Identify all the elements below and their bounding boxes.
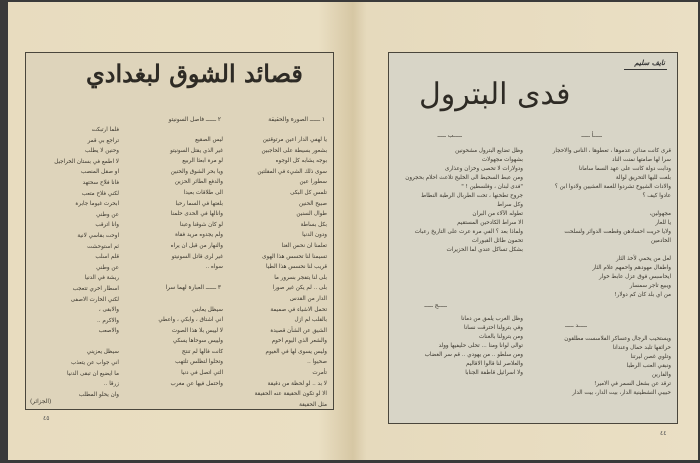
poem-line: سرا لها صامتها نمنت الناد <box>612 157 671 163</box>
poem-line: حبيبي النشطينية الدار، بيت الدار، بيت الدار <box>572 390 671 396</box>
poem-line: طوال السنين <box>296 211 327 218</box>
poem-block-b <box>395 147 523 255</box>
poem-column-right <box>227 135 327 410</box>
poem-line: تطوله الآلاء من البران <box>472 211 523 217</box>
poem-column-middle <box>123 135 223 389</box>
section-marker-b: ـــــب ـــــ <box>437 133 462 139</box>
poem-line: الا لو تكون الحقيقة عنه الحقيقة <box>254 391 327 398</box>
section-marker-c: ـــــج ـــــ <box>424 303 447 309</box>
poem-line: ترقد عن بشغل السمر في الامير! <box>594 381 671 387</box>
poem-line: بلى .. لم يكن غير صورا <box>272 285 327 292</box>
poem-line: لا بد .. لو لحظة من دقيقة <box>267 380 327 387</box>
poem-line: تسيمنا لنا تحسس هذا الهوى <box>262 253 327 260</box>
right-page-frame <box>388 52 678 424</box>
section-3-header: ٣ ــــــ العبارة لهما سرا <box>165 285 221 291</box>
poem-line: اوحت بقاسي لانية <box>77 232 119 239</box>
poem-line: ما ايضيع ان تبقى الدنيا <box>67 370 119 377</box>
poem-line: لا اطمع في بستان الخراجيل <box>54 158 119 165</box>
poem-line: توالى لوانا ومنا ... تحلى حليفيها وولد <box>438 343 523 349</box>
poem-line: مثل الحقيقة <box>299 401 327 408</box>
section-1-header: ١ ــــــ الصورة والحقيقة <box>268 117 325 123</box>
poem-line <box>29 337 119 348</box>
poem-line: سيظل يعابني <box>192 306 223 313</box>
poem-line: والاكرم .. <box>97 317 119 324</box>
poem-line: "فدى لبنان ، وفلسطين ! " <box>461 184 523 190</box>
poem-line: فلما ارتبكت <box>91 127 119 133</box>
poem-line: او صقل المنصب <box>80 169 119 176</box>
poem-line: ولماذا بعد ؟ الفي مرة عرت على التاريخ رعبات <box>414 229 523 235</box>
poem-line: ويبيع تاجر سمسار <box>629 283 671 289</box>
poem-line: التي اتصل في دنيا <box>181 370 223 377</box>
poem-line: بكل بساطة <box>300 221 327 228</box>
poem-line: غير لرى قاتل السونيتو <box>171 253 223 260</box>
poem-line: بشكل تساكل عندي لما الحزيرات <box>446 247 523 253</box>
section-marker-a: ـــــأ ـــــ <box>581 133 602 139</box>
poem-line: بلى لنا يتفجر بسرور ما <box>274 274 327 281</box>
poem-line: وفي بترولنا احترقت نسانا <box>464 325 523 331</box>
poem-line: ولييس سوحاها يسكي <box>172 338 223 345</box>
poem-line: ثم استوحشت <box>87 243 119 250</box>
poem-block-a <box>525 147 671 300</box>
poem-line: تعلمنا ان نحس الغنا <box>281 242 327 249</box>
poem-line: تحمل الاشياء في صميمة <box>270 306 327 313</box>
poem-line: وليس يسوى لها في الغيوم <box>265 348 327 355</box>
poem-line: كانت فالها لم تنتج <box>181 348 223 355</box>
poem-line: وكل سراط <box>497 202 523 208</box>
poem-line: الى طلاقات بعيدا <box>183 189 223 196</box>
poem-line: فانا فلاح سحتهد <box>82 179 119 186</box>
poem-line: ويا بحر الشوق والحنين <box>170 168 223 175</box>
poem-line: لا لييس بلا هذا الصوت <box>171 327 223 334</box>
poem-line: ريشة في الدنيا <box>84 275 119 282</box>
poem-line: بلغت لليها التحريق لوالة <box>615 175 671 181</box>
poem-line: زرقا .. <box>103 381 119 388</box>
poem-line: اني اشتاق ، وابكي ، واعطي <box>158 317 223 324</box>
left-page-number: ٤٥ <box>43 415 50 422</box>
poem-line: عن وطني <box>96 211 119 218</box>
poem-line <box>525 246 671 255</box>
poem-line: ولا اسرائيل قاطفة الجنابا <box>465 370 523 376</box>
poem-line: واحتمل فيها عن مغرب <box>170 380 223 387</box>
poem-line: وظل الغرب يلمق من دمانا <box>461 316 523 322</box>
poem-line: قلم اسلب <box>95 254 119 261</box>
poem-line: والادات الشيوخ تشردوا للغمة الغشيين ولادوا ابن ؟ <box>554 184 671 190</box>
poem-line: تلمس كل البكى <box>290 189 327 196</box>
poem-line: ومن عبط السحيط الى الخليج تلاعث احلام بحجرون <box>405 175 523 181</box>
poem-line: يا للعار <box>655 220 671 226</box>
left-page-frame <box>25 52 334 410</box>
poem-line: ولايا حريت احسادهن وقطعت الدوائر ولسلحت <box>564 229 671 235</box>
poem-line: وان يحلو المطلب <box>78 391 119 398</box>
poem-line: يا لهفي الدار اعين مرتوقتين <box>262 137 327 143</box>
poem-line: وحنين لا يطلب <box>84 148 119 155</box>
poem-title: فدى البترول <box>419 77 571 112</box>
poem-line: من اي بلد كان كم دولار! <box>614 292 671 298</box>
poem-line: اسطار اخري تتعجب <box>72 285 119 292</box>
poem-line: اني جواب عن يتعذب <box>70 360 119 367</box>
poem-line: الخادمين <box>650 238 671 244</box>
poem-line: سطورا عين <box>299 179 327 186</box>
poem-line: ليس الصقيع <box>195 137 223 143</box>
poem-line: ودولارات لا تحصى وخزان وعذارى <box>444 166 523 172</box>
poem-line: والشعر الذي اليوم اخوم <box>271 338 327 345</box>
magazine-spread <box>8 2 698 460</box>
poem-line: الشيق عن الشأن قصيدة <box>270 327 327 334</box>
poem-line: الا سراط الكادحين المستقيم <box>457 220 523 226</box>
poem-line: لعل من يحمي لأخذ الثار <box>615 256 671 262</box>
poem-author: نايف سليم <box>624 59 667 70</box>
poem-line: ومن سلطو .. من يهودي .. قم سر الغضاب <box>424 352 523 358</box>
poem-line: صبيح الحنين <box>298 200 327 207</box>
poem-line: سواه .. <box>205 264 223 271</box>
poem-line: لو مرة ابعثا الربيع <box>182 158 223 165</box>
poem-line: لكني فلاح متعب <box>81 190 119 197</box>
poem-line: ودون الدنيا <box>302 232 327 239</box>
poem-line: بشعور بسيطة على الحاجبين <box>261 147 327 154</box>
poem-line: تأمرت <box>312 370 327 377</box>
poem-line: سيظل يعزيني <box>86 349 119 356</box>
poem-line: ويستحيب الرجال وعساكر الفلاسست مطلقون <box>564 336 671 342</box>
poem-line: تحمون طائل القبورات <box>471 238 523 244</box>
poem-line: بشهوات مجهولات <box>481 157 523 163</box>
section-marker-d: ـــــد ـــــ <box>565 323 587 329</box>
poem-line <box>123 273 223 284</box>
poem-line: وظل تضايع البترول مشحونين <box>455 148 523 154</box>
poem-line: والعلاصر لنا قالوا الاقاليم <box>465 361 523 367</box>
poem-line: حرائقها تلبد حمال وعندانا <box>612 345 671 351</box>
poem-line: عن وطني <box>96 264 119 271</box>
poem-line: قريب لنا نحسس هذا الطيا <box>266 264 327 271</box>
right-page-number: ٤٤ <box>660 430 667 437</box>
poem-line: ابحرت غيوما جابرة <box>75 201 119 208</box>
poem-line: قرى كانت مدائن عدموها ، تعطوها ، الناس والاحجار <box>552 148 671 154</box>
poem-line: ومن بترولنا بالغنات <box>479 334 523 340</box>
poem-line: غير الذي يقتل السونيتو <box>170 147 223 154</box>
poem-line: الدار من القدس <box>289 295 327 302</box>
poem-line <box>123 294 223 305</box>
poem-line: والابقى ، <box>98 307 119 314</box>
poem-line: والاصعب <box>98 328 119 335</box>
poem-line: ولم يجدوه مريد فقاة <box>175 232 223 239</box>
poem-line: والنهار من قبل ان يراه <box>170 242 223 249</box>
poem-line: مجهولين، <box>649 211 671 217</box>
poem-line: بلغتها في السما رحبا <box>175 200 223 207</box>
poem-column-left <box>29 125 119 400</box>
section-2-header: ٢ ــــــ فاصل السونيتو <box>168 117 221 123</box>
poem-collection-title: قصائد الشوق لبغدادي <box>86 59 303 88</box>
poem-line: والفارين <box>651 372 671 378</box>
poem-line: وتلوي غصن ليرتنا <box>630 354 671 360</box>
poem-line: وانا اترقب <box>95 222 119 229</box>
poem-line: بوجه يشابه كل الوجوه <box>275 158 327 165</box>
poem-line: سوى ذلك الشيء في المقلتين <box>257 168 327 175</box>
poem-line: وانالها في الحدى حلمنا <box>170 211 223 218</box>
poem-line: لو كان شوقنا وعبنا <box>179 221 223 228</box>
poem-line: ودابت دولة كانت على عهد السما سامانا <box>578 166 671 172</box>
poem-line: تراجع بي قمر <box>87 137 119 144</box>
poem-line: بالقلب لم ازل <box>294 317 327 324</box>
poem-line: لكني الخارت الاصفى <box>70 296 119 303</box>
poem-line: واطفال مهودهم واحمهم علام الثار <box>592 265 671 271</box>
poem-line: عادوا كيف ؟ <box>642 193 671 199</box>
poem-line: وتحلوا لتظلس تلتهب <box>175 359 223 366</box>
poem-line <box>525 201 671 210</box>
poem-signature: (الجزائر) <box>30 399 52 405</box>
poem-line: جروح تطحنها ، تحت الطربال الرطبة النطاط <box>421 193 523 199</box>
poem-block-c <box>395 315 523 378</box>
poem-line: والدفع الطائر الحزين <box>174 179 223 186</box>
poem-block-d <box>525 335 671 398</box>
poem-line: ونبقي العنب الرطبا <box>626 363 671 369</box>
poem-line: صحيوا .. <box>307 359 327 366</box>
poem-line: ايحاسبس فوق عزل عابط خوار <box>599 274 671 280</box>
